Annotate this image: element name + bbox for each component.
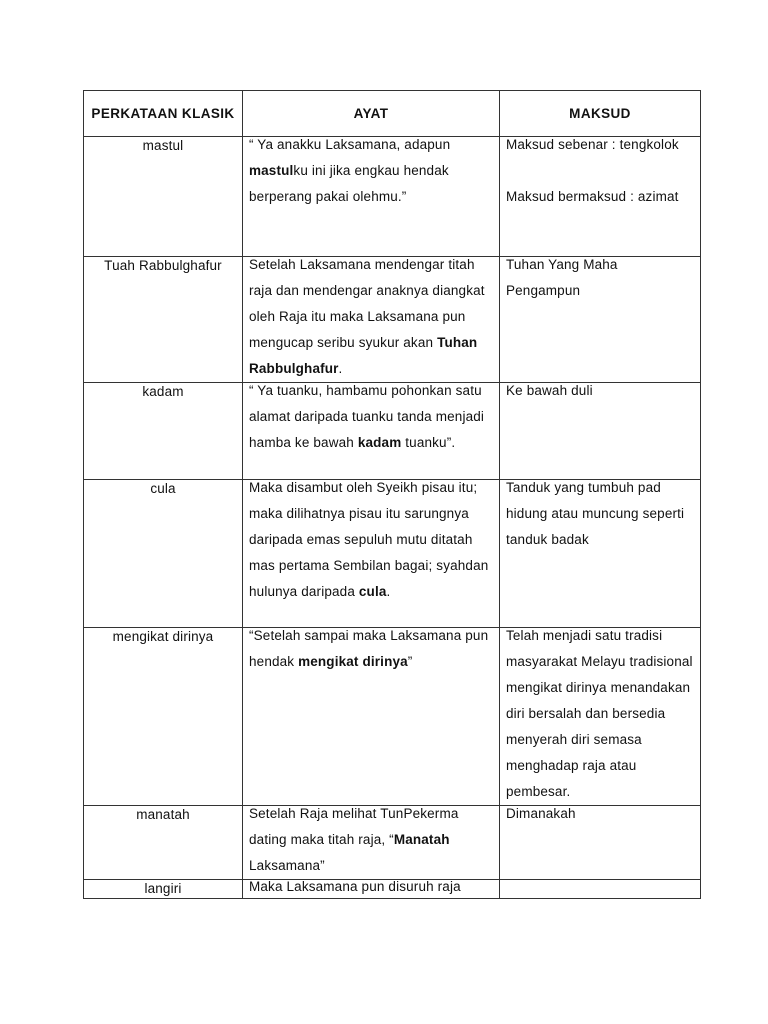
table-row <box>84 137 701 257</box>
header-ayat: AYAT <box>243 91 500 137</box>
maksud-cell <box>500 628 701 806</box>
ayat-text <box>249 880 493 896</box>
maksud-text <box>506 257 694 305</box>
ayat-text <box>249 628 493 676</box>
ayat-cell <box>243 137 500 257</box>
maksud-line: Ke bawah duli <box>506 383 593 398</box>
header-perkataan-klasik: PERKATAAN KLASIK <box>84 91 243 137</box>
maksud-text <box>506 480 694 554</box>
ayat-cell <box>243 806 500 880</box>
word-text: langiri <box>144 881 182 896</box>
maksud-text <box>506 383 694 405</box>
table-body <box>84 137 701 899</box>
table-row <box>84 480 701 628</box>
word-cell <box>84 880 243 899</box>
ayat-bold-term: mengikat dirinya <box>298 654 408 669</box>
maksud-line: Maksud bermaksud : azimat <box>506 189 679 204</box>
word-text: manatah <box>136 807 190 822</box>
maksud-line: Dimanakah <box>506 806 576 821</box>
ayat-bold-term: Manatah <box>393 832 450 847</box>
maksud-text <box>506 137 694 211</box>
maksud-cell <box>500 137 701 257</box>
ayat-cell <box>243 257 500 383</box>
ayat-run: Setelah Raja melihat TunPekerma dating maka titah raja, “ <box>249 806 459 847</box>
ayat-text <box>249 806 493 880</box>
ayat-run: “ Ya tuanku, hambamu pohonkan satu alamat daripada tuanku tanda menjadi hamba ke bawah <box>249 383 485 450</box>
ayat-cell <box>243 628 500 806</box>
table-row <box>84 806 701 880</box>
ayat-run: . <box>386 584 391 599</box>
ayat-run: . <box>338 361 343 376</box>
maksud-cell <box>500 806 701 880</box>
header-maksud: MAKSUD <box>500 91 701 137</box>
maksud-line: Telah menjadi satu tradisi masyarakat Melayu tradisional mengikat dirinya menandakan diri bersalah dan bersedia menyerah diri semasa menghadap raja atau pembesar. <box>506 628 693 799</box>
table-row <box>84 257 701 383</box>
ayat-run: “Setelah sampai maka Laksamana pun hendak <box>249 628 489 669</box>
maksud-cell <box>500 257 701 383</box>
table-row <box>84 628 701 806</box>
word-cell <box>84 806 243 880</box>
word-text: mengikat dirinya <box>112 629 214 644</box>
ayat-run: Maka disambut oleh Syeikh pisau itu; maka dilihatnya pisau itu sarungnya daripada emas sepuluh mutu ditatah mas pertama Sembilan bagai; syahdan hulunya daripada <box>249 480 489 599</box>
maksud-text <box>506 806 694 828</box>
maksud-line: Maksud sebenar : tengkolok <box>506 137 679 152</box>
ayat-run: Maka Laksamana pun disuruh raja <box>249 879 461 894</box>
ayat-text <box>249 257 493 383</box>
ayat-run: Laksamana” <box>249 858 325 873</box>
maksud-cell <box>500 880 701 899</box>
maksud-cell <box>500 480 701 628</box>
word-text: mastul <box>142 138 184 153</box>
ayat-bold-term: Tuhan Rabbulghafur <box>249 335 478 376</box>
vocabulary-table <box>83 90 701 899</box>
word-cell <box>84 628 243 806</box>
word-text: cula <box>150 481 176 496</box>
table-row <box>84 383 701 480</box>
word-cell <box>84 257 243 383</box>
word-text: Tuah Rabbulghafur <box>104 258 222 273</box>
maksud-line: Tuhan Yang Maha Pengampun <box>506 257 618 298</box>
ayat-text <box>249 137 493 211</box>
ayat-run: Setelah Laksamana mendengar titah raja dan mendengar anaknya diangkat oleh Raja itu maka Laksamana pun mengucap seribu syukur akan <box>249 257 485 350</box>
ayat-run: “ Ya anakku Laksamana, adapun <box>249 137 451 152</box>
word-cell <box>84 480 243 628</box>
ayat-text <box>249 480 493 606</box>
maksud-cell <box>500 383 701 480</box>
ayat-bold-term: mastul <box>249 163 294 178</box>
table-header-row <box>84 91 701 137</box>
ayat-text <box>249 383 493 457</box>
ayat-bold-term: kadam <box>357 435 402 450</box>
ayat-cell <box>243 480 500 628</box>
maksud-text <box>506 628 694 806</box>
maksud-line: Tanduk yang tumbuh pad hidung atau muncung seperti tanduk badak <box>506 480 685 547</box>
ayat-cell <box>243 880 500 899</box>
word-cell <box>84 383 243 480</box>
word-cell <box>84 137 243 257</box>
table-row <box>84 880 701 899</box>
ayat-run: ” <box>407 654 413 669</box>
word-text: kadam <box>142 384 184 399</box>
ayat-bold-term: cula <box>358 584 387 599</box>
ayat-run: ku ini jika engkau hendak berperang pakai olehmu.” <box>249 163 449 204</box>
ayat-run: tuanku”. <box>401 435 456 450</box>
maksud-gap <box>506 158 694 184</box>
ayat-cell <box>243 383 500 480</box>
